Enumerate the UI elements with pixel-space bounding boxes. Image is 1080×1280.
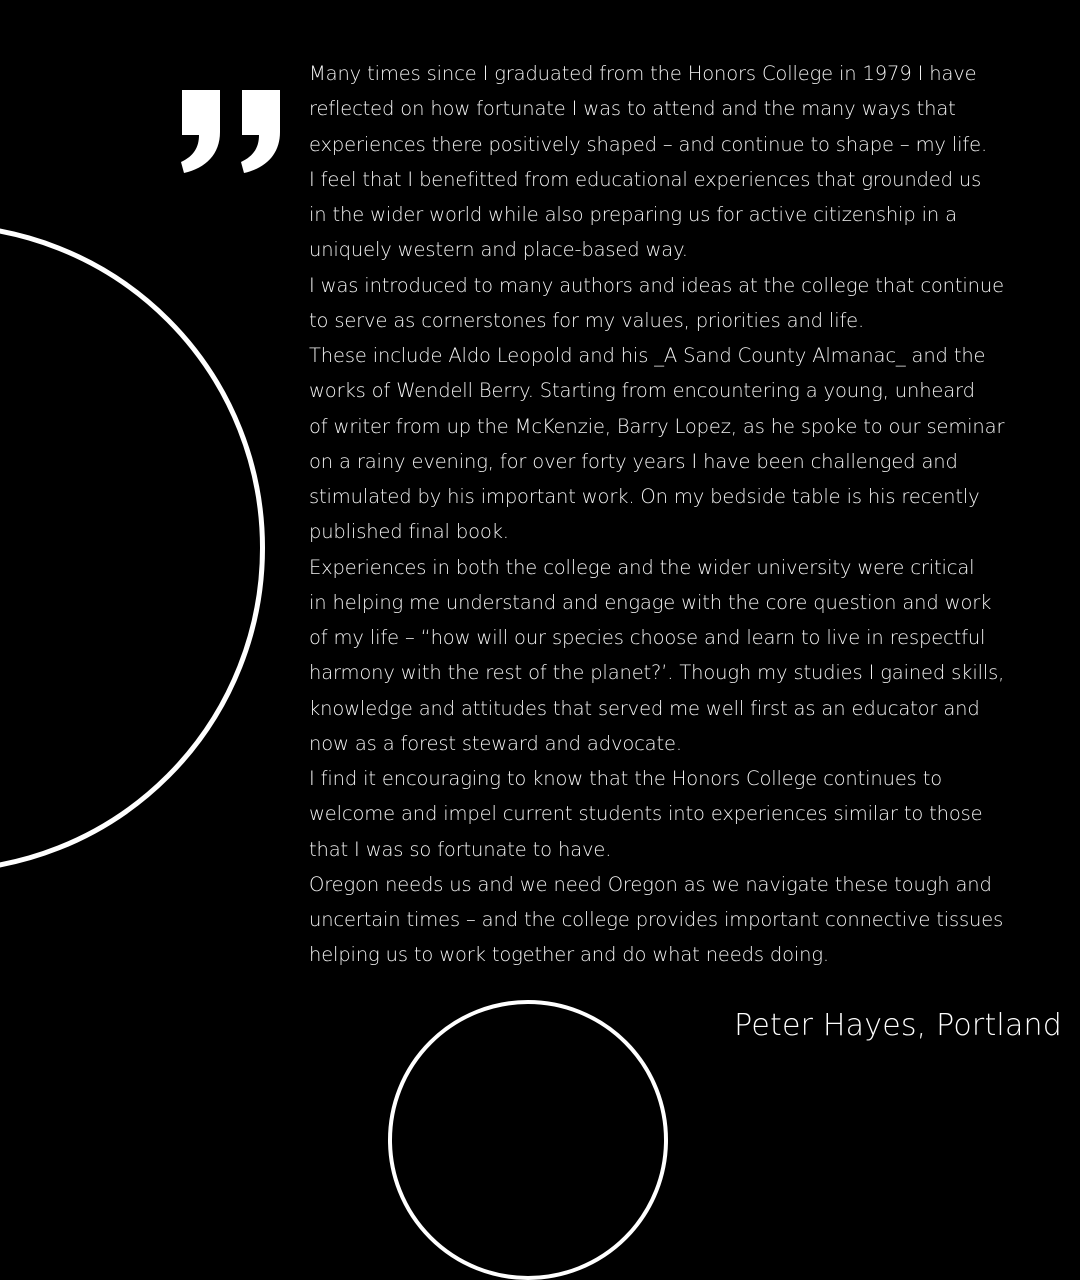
closing-quote-mark-icon [180,88,284,174]
testimonial-attribution: Peter Hayes, Portland [734,1008,1062,1043]
decorative-ring-bottom [388,1000,668,1280]
decorative-ring-left [0,223,265,873]
testimonial-quote-text: Many times since I graduated from the Honors College in 1979 I have reflected on how fortunate I was to attend and the many ways that experiences there positively shaped – and continue to shape – my life. I feel that I benefitted from educational experiences that grounded us in the wider world while also preparing us for active citizenship in a uniquely western and place-based way. I was introduced to many authors and ideas at the college that continue to serve as cornerstones for my values, priorities and life. These include Aldo Leopold and his _A Sand County Almanac_ and the works of Wendell Berry. Starting from encountering a young, unheard of writer from up the McKenzie, Barry Lopez, as he spoke to our seminar on a rainy evening, for over forty years I have been challenged and stimulated by his important work. On my bedside table is his recently published final book. Experiences in both the college and the wider university were critical in helping me understand and engage with the core question and work of my life – “how will our species choose and learn to live in respectful harmony with the rest of the planet?’. Though my studies I gained skills, knowledge and attitudes that served me well first as an educator and now as a forest steward and advocate. I find it encouraging to know that the Honors College continues to welcome and impel current students into experiences similar to those that I was so fortunate to have. Oregon needs us and we need Oregon as we navigate these tough and uncertain times – and the college provides important connective tissues helping us to work together and do what needs doing. [309,62,1005,967]
